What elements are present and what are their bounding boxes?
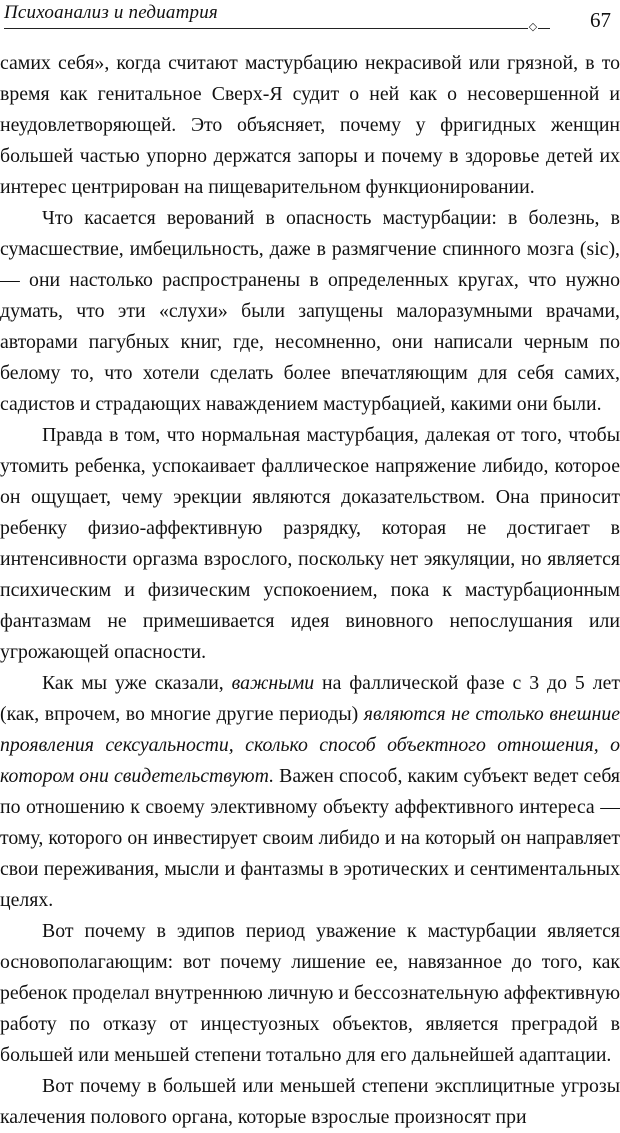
- paragraph-4-emphasis-b: являются не столько внешние проявления сексуальности, сколько способ объектного отношения, о котором они свидетельствуют.: [0, 703, 620, 787]
- paragraph-6: Вот почему в большей или меньшей степени эксплицитные угрозы калечения полового органа, которые взрослые произносят при: [0, 1075, 620, 1128]
- paragraph-2: Что касается верований в опасность мастурбации: в болезнь, в сумасшествие, имбецильность, даже в размягчение спинного мозга (sic), — они настолько распространены в определенных кругах, что нужно думать, что эти «слухи» были запущены малоразумными врачами, авторами пагубных книг, где, несомненно, они написали черным по белому то, что хотели сделать более впечатляющим для себя самих, садистов и страдающих наваждением мастурбацией, какими они были.: [0, 207, 620, 415]
- paragraph-4: [0, 668, 620, 916]
- paragraph-4-text-b: на фаллической фазе с 3 до 5 лет (как, впрочем, во многие другие периоды): [0, 672, 620, 725]
- paragraph-5: Вот почему в эдипов период уважение к мастурбации является основополагающим: вот почему лишение ее, навязанное до того, как ребенок проделал внутреннюю личную и бессознательную аффективную работу по отказу от инцестуозных объектов, является преградой в большей или меньшей степени тотально для его дальнейшей адаптации.: [0, 920, 620, 1066]
- body-text: [0, 48, 620, 1133]
- paragraph-4-text-c: Важен способ, каким субъект ведет себя по отношению к своему элективному объекту аффективного интереса — тому, которого он инвестирует своим либидо и на который он направляет свои переживания, мысли и фантазмы в эротических и сентиментальных целях.: [0, 765, 620, 911]
- paragraph-4-text-a: Как мы уже сказали,: [42, 672, 232, 694]
- running-title: Психоанализ и педиатрия: [4, 2, 218, 23]
- running-header: [4, 1, 616, 41]
- paragraph-1: самих себя», когда считают мастурбацию некрасивой или грязной, в то время как генитальное Сверх-Я судит о ней как о несовершенной и неудовлетворяющей. Это объясняет, почему у фригидных женщин большей частью упорно держатся запоры и почему в здоровье детей их интерес центрирован на пищеварительном функционировании.: [0, 52, 620, 198]
- paragraph-4-emphasis-a: важными: [231, 672, 315, 694]
- diamond-ornament-icon: ◇: [528, 21, 538, 33]
- header-rule: [4, 28, 550, 29]
- paragraph-3: Правда в том, что нормальная мастурбация, далекая от того, чтобы утомить ребенка, успокаивает фаллическое напряжение либидо, которое он ощущает, чему эрекции являются доказательством. Она приносит ребенку физио-аффективную разрядку, которая не достигает в интенсивности оргазма взрослого, поскольку нет эякуляции, но является психическим и физическим успокоением, пока к мастурбационным фантазмам не примешивается идея виновного непослушания или угрожающей опасности.: [0, 424, 620, 663]
- page-number: 67: [590, 8, 611, 32]
